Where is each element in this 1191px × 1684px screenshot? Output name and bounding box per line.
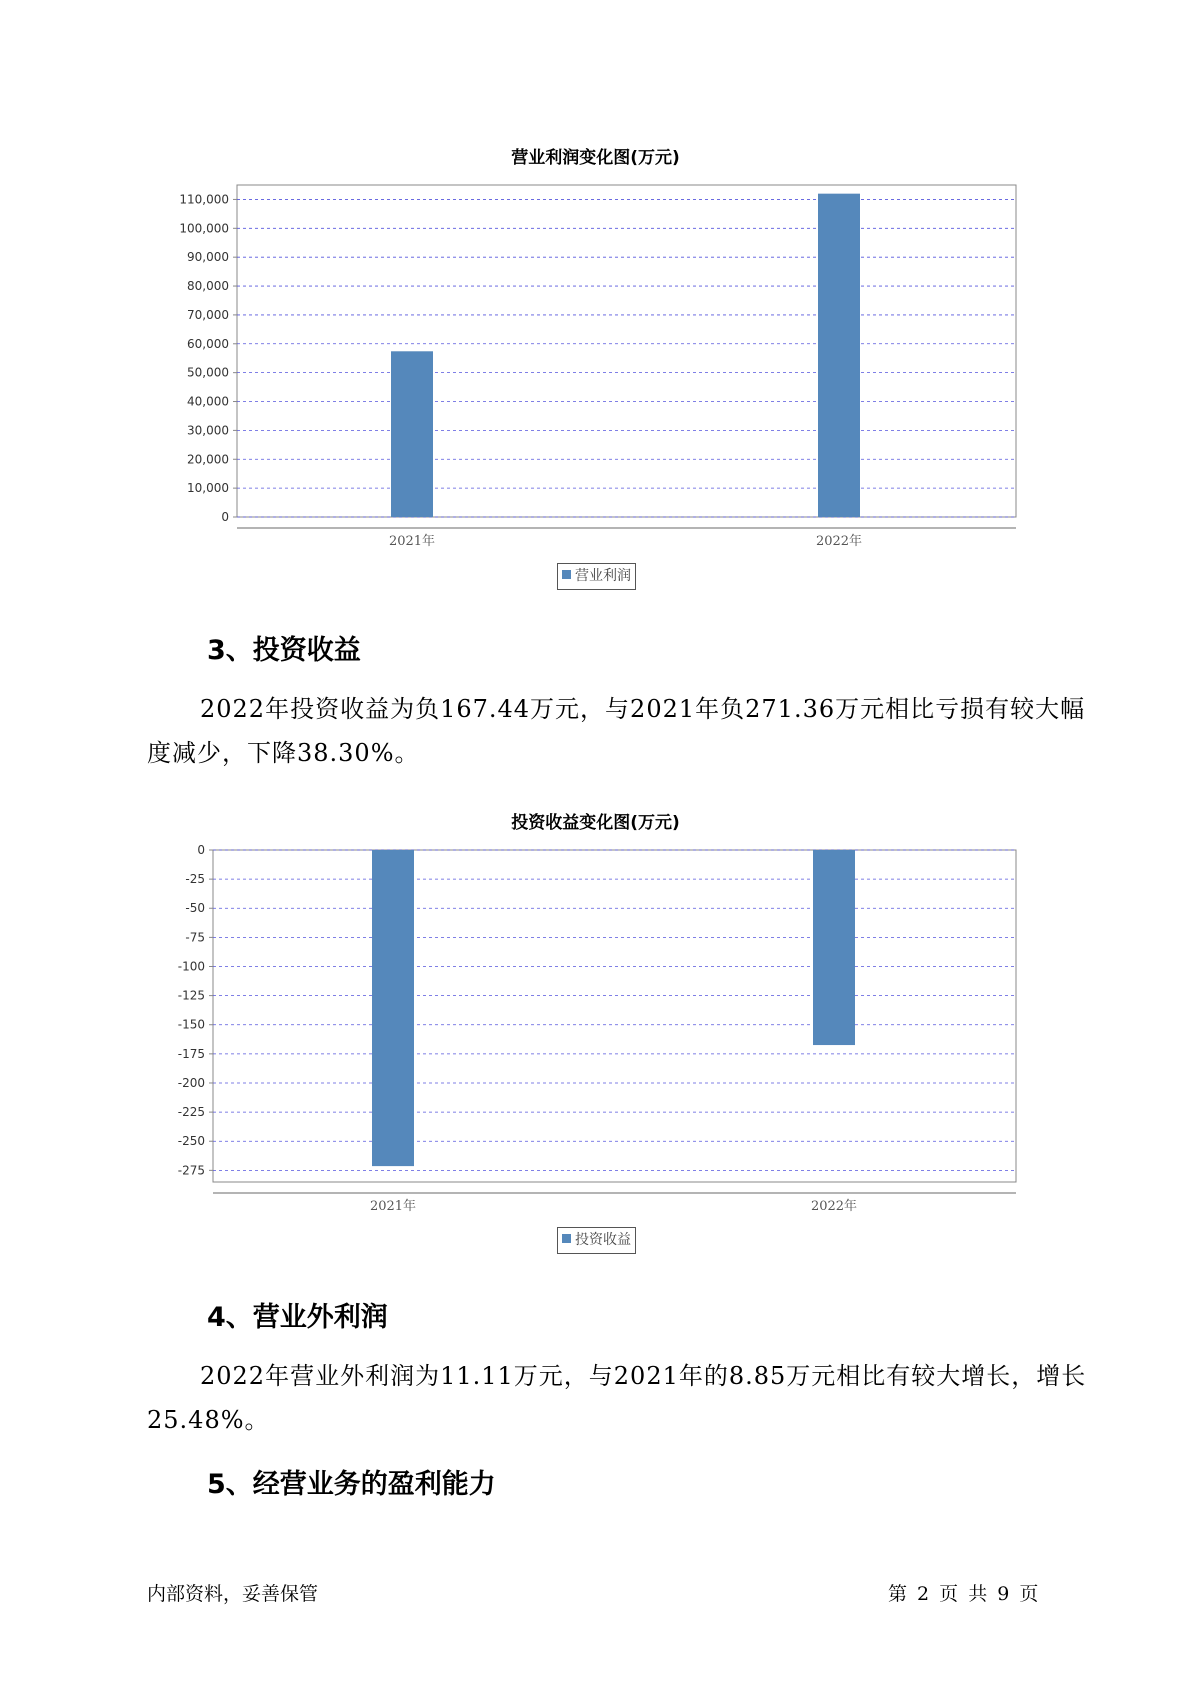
legend-swatch bbox=[562, 570, 571, 579]
y-tick-label: -75 bbox=[185, 930, 205, 945]
x-tick-label: 2021年 bbox=[388, 534, 436, 549]
y-tick-label: -100 bbox=[177, 959, 205, 974]
y-tick-label: 60,000 bbox=[187, 336, 229, 351]
y-tick-label: 50,000 bbox=[187, 365, 229, 380]
y-tick-label: 100,000 bbox=[179, 221, 229, 236]
section-3-paragraph: 2022年投资收益为负167.44万元，与2021年负271.36万元相比亏损有较大幅度减少，下降38.30%。 bbox=[147, 695, 1086, 767]
y-tick-label: 0 bbox=[221, 510, 229, 524]
x-tick-label: 2022年 bbox=[815, 534, 863, 549]
section-4-paragraph: 2022年营业外利润为11.11万元，与2021年的8.85万元相比有较大增长，增长25.48%。 bbox=[147, 1362, 1087, 1434]
x-tick-label: 2021年 bbox=[369, 1199, 417, 1214]
legend-swatch bbox=[562, 1234, 571, 1243]
y-tick-label: 30,000 bbox=[187, 423, 229, 438]
y-tick-label: -150 bbox=[177, 1017, 205, 1032]
section-4-heading: 4、营业外利润 bbox=[207, 1302, 388, 1333]
chart-1-legend bbox=[557, 563, 636, 590]
y-tick-label: 70,000 bbox=[187, 307, 229, 322]
y-tick-label: -175 bbox=[177, 1046, 205, 1061]
chart-2-title: 投资收益变化图(万元) bbox=[511, 813, 680, 833]
y-tick-label: -50 bbox=[185, 901, 205, 916]
y-tick-label: 0 bbox=[197, 843, 205, 857]
x-tick-label: 2022年 bbox=[810, 1199, 858, 1214]
chart-1-legend-label: 营业利润 bbox=[575, 568, 631, 584]
y-tick-label: -25 bbox=[185, 872, 205, 887]
bar-2022年 bbox=[813, 850, 855, 1045]
chart-2-legend-label: 投资收益 bbox=[575, 1232, 631, 1248]
footer-page-number: 第 2 页 共 9 页 bbox=[888, 1583, 1039, 1605]
chart-2-investment-income bbox=[0, 840, 1191, 1214]
chart-1-operating-profit bbox=[0, 180, 1191, 549]
plot-area bbox=[213, 850, 1016, 1182]
y-tick-label: 110,000 bbox=[179, 192, 229, 207]
y-tick-label: -200 bbox=[177, 1075, 205, 1090]
y-tick-label: 90,000 bbox=[187, 250, 229, 265]
y-tick-label: 20,000 bbox=[187, 452, 229, 467]
section-3-heading: 3、投资收益 bbox=[207, 635, 361, 666]
y-tick-label: -250 bbox=[177, 1134, 205, 1149]
plot-area bbox=[237, 185, 1016, 517]
bar-2022年 bbox=[818, 194, 860, 517]
y-tick-label: 10,000 bbox=[187, 481, 229, 496]
chart-2-legend bbox=[557, 1227, 636, 1254]
chart-1-title: 营业利润变化图(万元) bbox=[511, 148, 680, 168]
section-5-heading: 5、经营业务的盈利能力 bbox=[207, 1469, 496, 1500]
y-tick-label: 80,000 bbox=[187, 279, 229, 294]
bar-2021年 bbox=[391, 351, 433, 517]
y-tick-label: -275 bbox=[177, 1163, 205, 1178]
y-tick-label: -225 bbox=[177, 1105, 205, 1120]
y-tick-label: -125 bbox=[177, 988, 205, 1003]
y-tick-label: 40,000 bbox=[187, 394, 229, 409]
bar-2021年 bbox=[372, 850, 414, 1166]
footer-confidential-note: 内部资料，妥善保管 bbox=[147, 1583, 319, 1605]
